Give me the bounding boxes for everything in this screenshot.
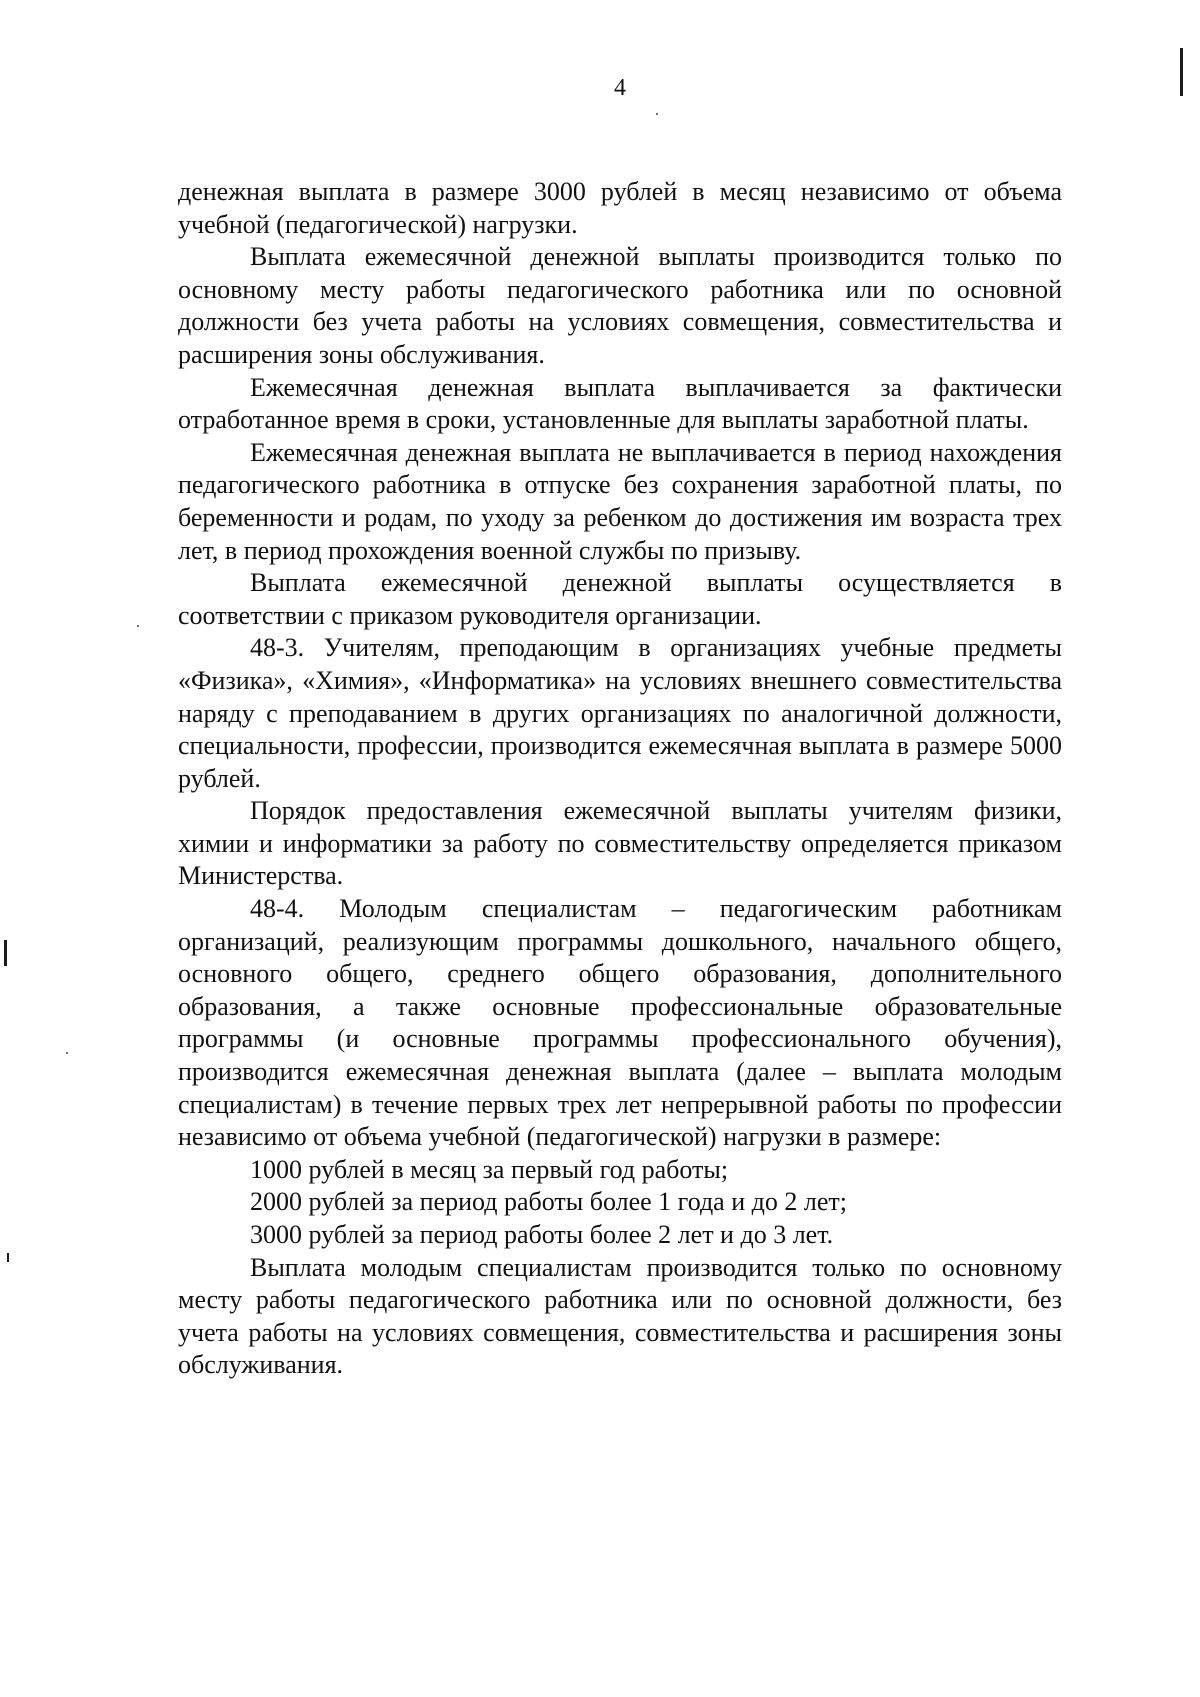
scan-edge-mark — [7, 1253, 9, 1262]
document-body — [178, 176, 1062, 1382]
paragraph: Выплата ежемесячной денежной выплаты производится только по основному месту работы педагогического работника или по основной должности без учета работы на условиях совмещения, совместительства и расширения зоны обслуживания. — [178, 242, 1062, 369]
paragraph: Ежемесячная денежная выплата не выплачивается в период нахождения педагогического работника в отпуске без сохранения заработной платы, по беременности и родам, по уходу за ребенком до достижения им возраста трех лет, в период прохождения военной службы по призыву. — [178, 437, 1062, 565]
scan-edge-mark — [4, 940, 7, 966]
paragraph-clause-48-4: 48-4. Молодым специалистам – педагогическим работникам организаций, реализующим программы дошкольного, начального общего, основного общего, среднего общего образования, дополнительного образования, а также основные профессиональные образовательные программы (и основные программы профессионального обучения), производится ежемесячная денежная выплата (далее – выплата молодым специалистам) в течение первых трех лет непрерывной работы по профессии независимо от объема учебной (педагогической) нагрузки в размере: — [178, 894, 1062, 1152]
paragraph-continuation: денежная выплата в размере 3000 рублей в месяц независимо от объема учебной (педагогической) нагрузки. — [178, 177, 1062, 239]
scan-speck — [66, 1052, 68, 1054]
paragraph: Выплата ежемесячной денежной выплаты осуществляется в соответствии с приказом руководителя организации. — [178, 568, 1062, 630]
scan-speck — [656, 113, 658, 115]
scan-speck — [137, 625, 139, 627]
list-item-payment-amount: 3000 рублей за период работы более 2 лет и до 3 лет. — [250, 1220, 834, 1249]
page-number: 4 — [614, 75, 626, 101]
list-item-payment-amount: 2000 рублей за период работы более 1 года и до 2 лет; — [250, 1187, 847, 1217]
list-item-payment-amount: 1000 рублей в месяц за первый год работы; — [250, 1154, 729, 1184]
paragraph: Порядок предоставления ежемесячной выплаты учителям физики, химии и информатики за работу по совместительству определяется приказом Министерства. — [178, 796, 1062, 891]
paragraph-clause-48-3: 48-3. Учителям, преподающим в организациях учебные предметы «Физика», «Химия», «Информатика» на условиях внешнего совместительства наряду с преподаванием в других организациях по аналогичной должности, специальности, профессии, производится ежемесячная выплата в размере 5000 рублей. — [178, 633, 1062, 793]
paragraph: Ежемесячная денежная выплата выплачивается за фактически отработанное время в сроки, установленные для выплаты заработной платы. — [178, 372, 1062, 435]
paragraph: Выплата молодым специалистам производится только по основному месту работы педагогического работника или по основной должности, без учета работы на условиях совмещения, совместительства и расширения зоны обслуживания. — [178, 1252, 1062, 1380]
